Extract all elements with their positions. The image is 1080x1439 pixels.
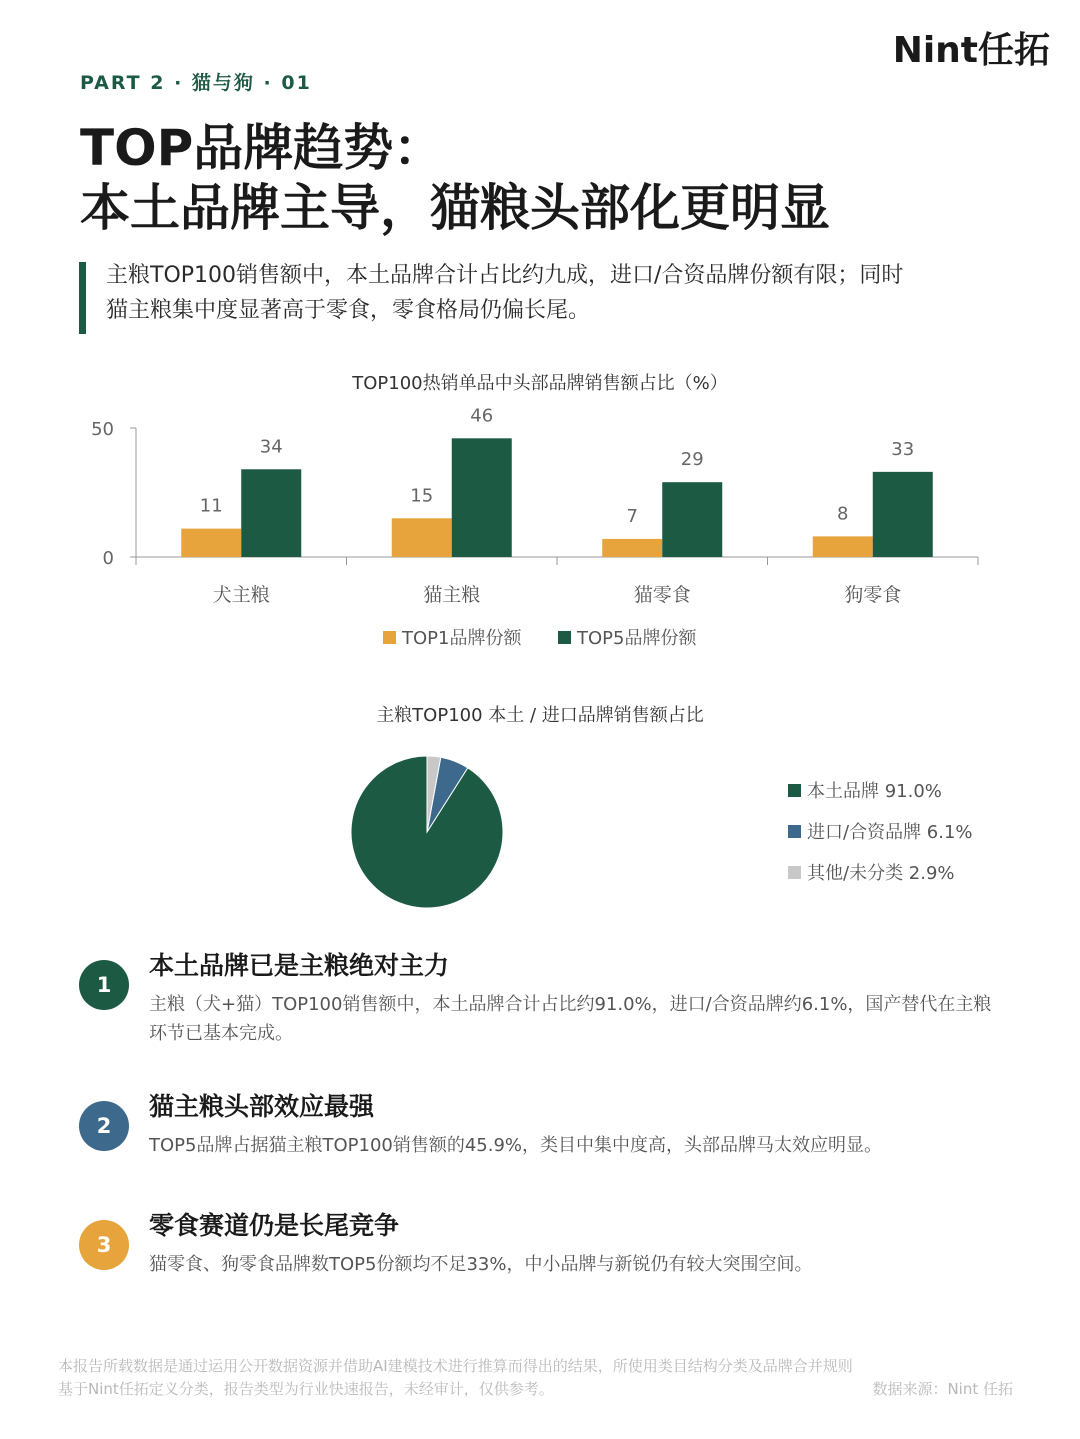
lead-paragraph	[106, 258, 1026, 328]
disclaimer-line-1: 本报告所载数据是通过运用公开数据资源并借助AI建模技术进行推算而得出的结果，所使用类目结构分类及品牌合并规则	[58, 1357, 853, 1375]
lead-line-1: 主粮TOP100销售额中，本土品牌合计占比约九成，进口/合资品牌份额有限；同时	[106, 263, 904, 288]
bar	[392, 518, 452, 557]
legend-label: TOP5品牌份额	[577, 628, 697, 649]
section-label: PART 2 · 猫与狗 · 01	[80, 72, 312, 94]
legend-swatch	[788, 825, 801, 838]
finding-number-badge: 3	[79, 1220, 129, 1270]
title-line-1: TOP品牌趋势：	[80, 119, 444, 177]
bar	[873, 472, 933, 557]
finding-number-badge: 1	[79, 960, 129, 1010]
x-tick-label: 猫零食	[633, 584, 691, 606]
y-tick-label: 0	[102, 548, 114, 569]
data-label: 15	[410, 485, 434, 507]
data-label: 8	[837, 503, 849, 525]
bar	[662, 482, 722, 557]
bar	[452, 438, 512, 557]
legend-swatch	[383, 631, 396, 644]
bar	[602, 539, 662, 557]
footer-disclaimer	[58, 1355, 1013, 1401]
legend-swatch	[558, 631, 571, 644]
data-label: 46	[470, 405, 494, 427]
disclaimer-line-2: 基于Nint任拓定义分类，报告类型为行业快速报告，未经审计，仅供参考。	[58, 1380, 554, 1398]
x-tick-label: 猫主粮	[423, 584, 481, 606]
bar	[813, 536, 873, 557]
finding-body: TOP5品牌占据猫主粮TOP100销售额的45.9%，类目中集中度高，头部品牌马太效应明显。	[149, 1135, 883, 1156]
finding-title: 零食赛道仍是长尾竞争	[149, 1211, 400, 1240]
data-label: 11	[199, 495, 223, 517]
data-label: 7	[626, 505, 638, 527]
legend-label: 本土品牌 91.0%	[807, 781, 942, 802]
y-tick-label: 50	[91, 419, 114, 440]
title-line-2: 本土品牌主导，猫粮头部化更明显	[80, 179, 830, 237]
finding-number-badge: 2	[79, 1101, 129, 1151]
lead-line-2: 猫主粮集中度显著高于零食，零食格局仍偏长尾。	[106, 298, 591, 323]
data-label: 29	[680, 449, 704, 471]
bar	[241, 469, 301, 557]
bar-chart	[0, 355, 1080, 675]
finding-body: 主粮（犬+猫）TOP100销售额中，本土品牌合计占比约91.0%，进口/合资品牌约6.1%，国产替代在主粮环节已基本完成。	[149, 994, 992, 1044]
finding-body: 猫零食、狗零食品牌数TOP5份额均不足33%，中小品牌与新锐仍有较大突围空间。	[149, 1254, 813, 1275]
data-source: 数据来源：Nint 任拓	[872, 1380, 1013, 1398]
pie-chart	[0, 695, 1080, 925]
legend-label: 进口/合资品牌 6.1%	[807, 822, 973, 843]
brand-logo: Nint任拓	[892, 30, 1050, 71]
chart-title: 主粮TOP100 本土 / 进口品牌销售额占比	[376, 705, 704, 726]
finding-title: 本土品牌已是主粮绝对主力	[149, 951, 450, 980]
legend-label: 其他/未分类 2.9%	[807, 863, 955, 884]
x-tick-label: 狗零食	[844, 584, 902, 606]
bar	[181, 529, 241, 557]
data-label: 33	[891, 438, 915, 460]
page-title	[80, 118, 830, 238]
finding-title: 猫主粮头部效应最强	[149, 1092, 375, 1121]
legend-swatch	[788, 866, 801, 879]
legend-swatch	[788, 784, 801, 797]
chart-title: TOP100热销单品中头部品牌销售额占比（%）	[352, 373, 728, 394]
lead-accent-bar	[79, 262, 86, 334]
data-label: 34	[259, 436, 283, 458]
x-tick-label: 犬主粮	[212, 584, 270, 606]
legend-label: TOP1品牌份额	[402, 628, 522, 649]
